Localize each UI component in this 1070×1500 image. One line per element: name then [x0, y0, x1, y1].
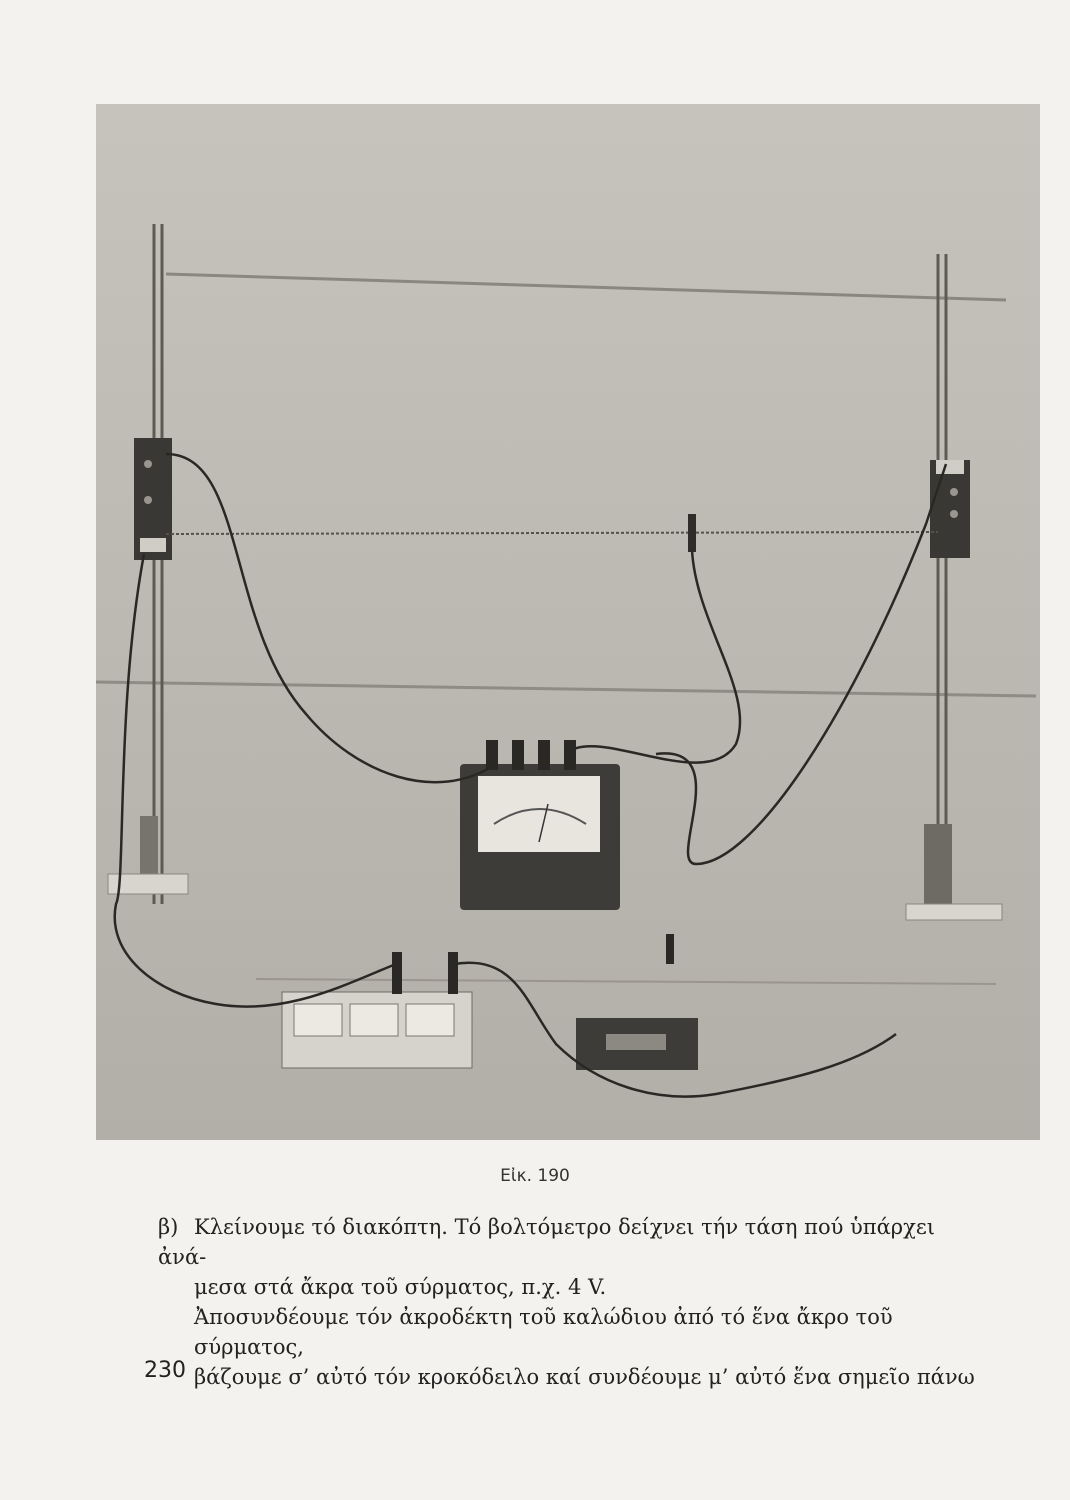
paragraph-b-line-2: μεσα στά ἄκρα τοῦ σύρματος, π.χ. 4 V.: [194, 1275, 607, 1299]
crocodile-clip: [688, 514, 696, 552]
right-clamp: [930, 460, 970, 558]
page-number: 230: [144, 1358, 186, 1383]
figure-photo: [96, 104, 1040, 1140]
paragraph-b-line-1: Κλείνουμε τό διακόπτη. Τό βολτόμετρο δείχνει τήν τάση πού ὑπάρχει ἀνά-: [158, 1215, 935, 1269]
left-clamp: [134, 438, 172, 560]
item-label: β): [158, 1215, 179, 1239]
apparatus-illustration: [96, 104, 1040, 1140]
paragraph-c-line-1: Ἀποσυνδέουμε τόν ἀκροδέκτη τοῦ καλώδιου ἀπό τό ἕνα ἄκρο τοῦ σύρματος,: [194, 1305, 893, 1359]
photo-background: [96, 104, 1040, 1140]
voltmeter: [460, 740, 620, 910]
figure-caption: Εἰκ. 190: [500, 1166, 570, 1186]
paragraph-b: [158, 1212, 988, 1272]
body-text: [158, 1212, 988, 1392]
paragraph-c-line-2: βάζουμε σ’ αὐτό τόν κροκόδειλο καί συνδέουμε μ’ αὐτό ἕνα σημεῖο πάνω: [194, 1365, 975, 1389]
